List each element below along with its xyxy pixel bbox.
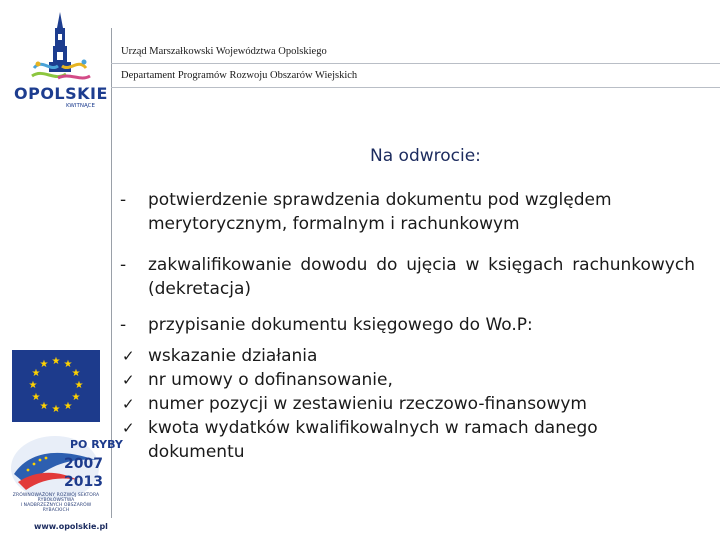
svg-text:★: ★ — [63, 401, 73, 412]
program-description-line: I NADBRZEŻNYCH OBSZARÓW RYBACKICH — [20, 503, 92, 513]
program-description — [10, 493, 102, 513]
header-department-name: Departament Programów Rozwoju Obszarów Wiejskich — [121, 70, 358, 81]
header-divider-bottom — [111, 87, 720, 88]
checkmark-icon: ✓ — [122, 347, 135, 365]
checkmark-icon: ✓ — [122, 419, 135, 437]
list-item — [120, 313, 695, 337]
svg-text:★: ★ — [51, 356, 61, 367]
checklist-item-text: kwota wydatków kwalifikowalnych w ramach danego dokumentu — [148, 418, 598, 462]
svg-text:★: ★ — [74, 380, 84, 391]
checklist-item — [120, 416, 695, 464]
checklist — [120, 344, 695, 464]
program-year-start: 2007 — [64, 456, 103, 472]
list-item-text: przypisanie dokumentu księgowego do Wo.P: — [148, 315, 533, 335]
list-item — [120, 253, 695, 301]
list-item-text: zakwalifikowanie dowodu do ujęcia w księgach rachunkowych (dekretacja) — [148, 255, 695, 299]
eu-flag-icon — [12, 350, 100, 422]
dash-bullet: - — [120, 315, 127, 335]
svg-text:★: ★ — [39, 359, 49, 370]
checklist-item-text: wskazanie działania — [148, 346, 318, 366]
checkmark-icon: ✓ — [122, 371, 135, 389]
svg-text:★: ★ — [31, 392, 41, 403]
svg-text:★: ★ — [31, 368, 41, 379]
checklist-item — [120, 344, 695, 368]
header-office-name: Urząd Marszałkowski Województwa Opolskiego — [121, 46, 327, 57]
checklist-item — [120, 368, 695, 392]
program-description-line: ZRÓWNOWAŻONY ROZWÓJ SEKTORA RYBOŁÓWSTWA — [12, 493, 100, 503]
checklist-item — [120, 392, 695, 416]
checklist-item-text: numer pozycji w zestawieniu rzeczowo-finansowym — [148, 394, 587, 414]
svg-text:★: ★ — [28, 380, 38, 391]
list-item — [120, 188, 695, 236]
program-label: PO RYBY — [70, 438, 123, 451]
dash-bullet: - — [120, 190, 127, 210]
svg-text:★: ★ — [71, 392, 81, 403]
header-divider — [111, 63, 720, 64]
svg-text:★: ★ — [39, 401, 49, 412]
dash-bullet: - — [120, 255, 127, 275]
checklist-item-text: nr umowy o dofinansowanie, — [148, 370, 393, 390]
list-item-text: potwierdzenie sprawdzenia dokumentu pod względem merytorycznym, formalnym i rachunkowym — [148, 190, 612, 234]
svg-text:★: ★ — [51, 404, 61, 415]
program-year-end: 2013 — [64, 474, 103, 490]
logo-wordmark: OPOLSKIE — [14, 84, 108, 103]
logo-tagline: KWITNĄCE — [66, 103, 95, 109]
svg-text:★: ★ — [71, 368, 81, 379]
slide-title: Na odwrocie: — [370, 146, 481, 166]
website-link[interactable]: www.opolskie.pl — [34, 522, 108, 531]
checkmark-icon: ✓ — [122, 395, 135, 413]
svg-text:★: ★ — [63, 359, 73, 370]
